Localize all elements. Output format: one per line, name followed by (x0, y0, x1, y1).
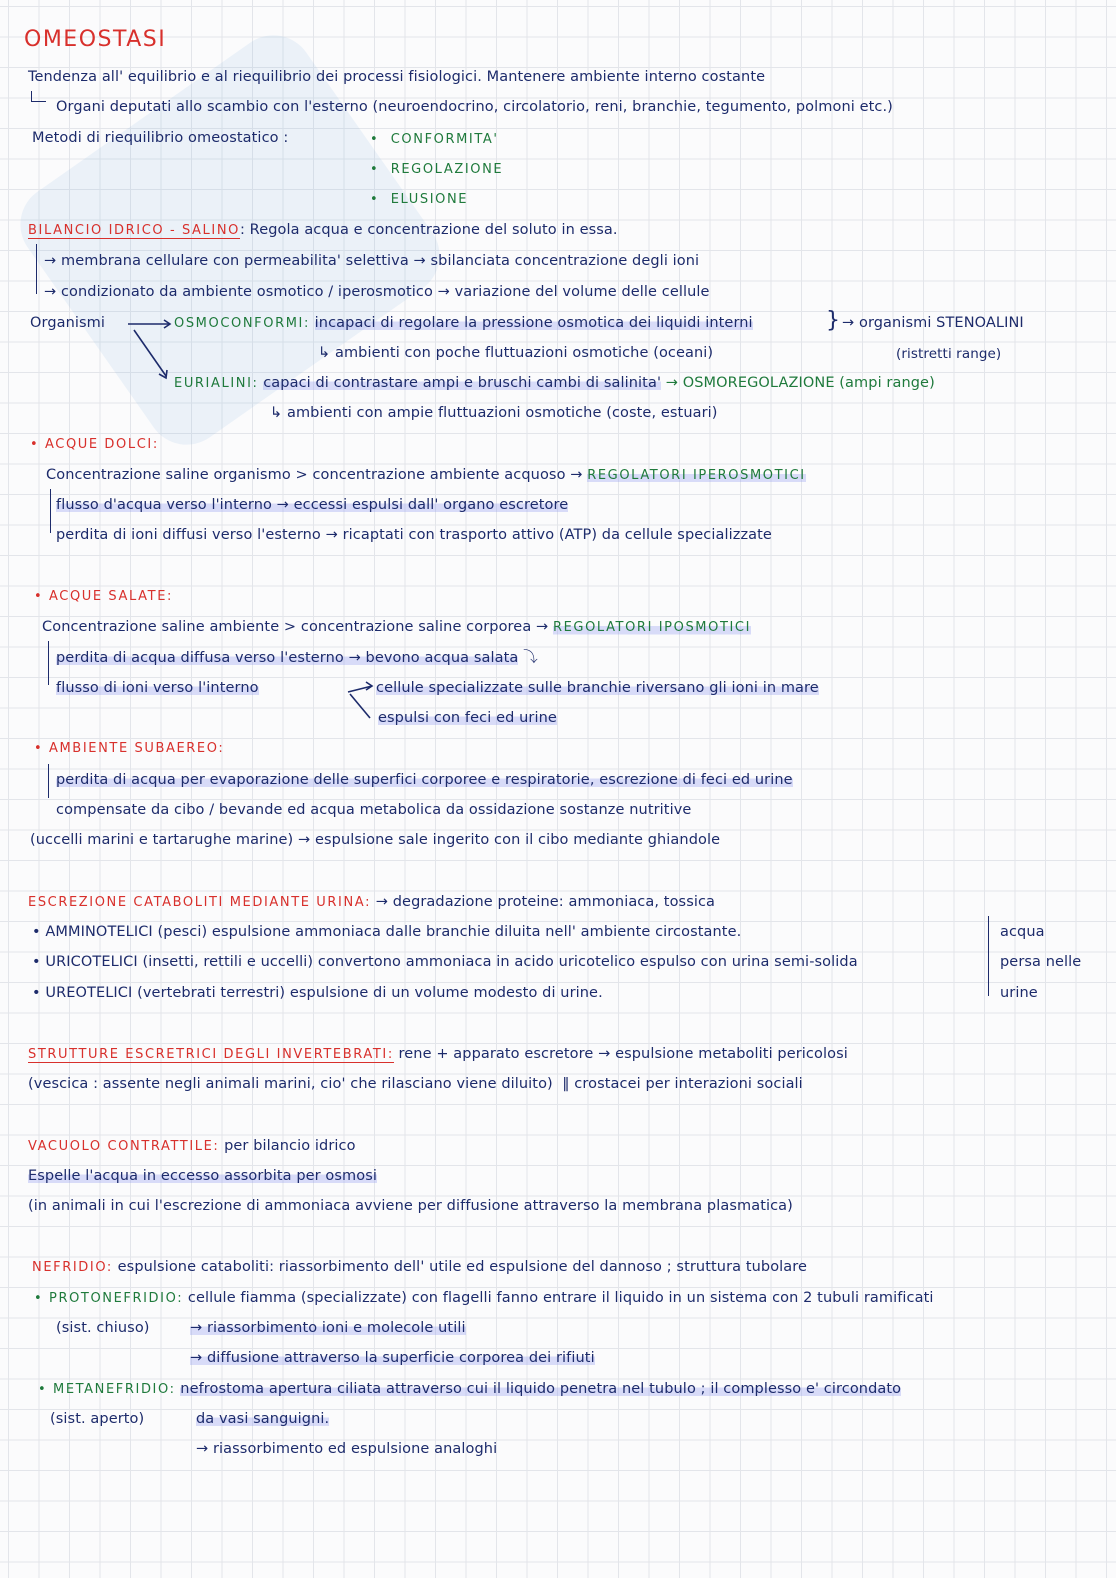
metanefridio-text-2: da vasi sanguigni. (196, 1411, 330, 1427)
bracket-line (36, 244, 37, 294)
osmoconformi-sub: ↳ ambienti con poche fluttuazioni osmotiche (oceani) (318, 345, 714, 361)
stenoalini-sub: (ristretti range) (896, 346, 1002, 362)
protonefridio-sys: (sist. chiuso) (56, 1320, 150, 1336)
acque-salate-branch-b: espulsi con feci ed urine (378, 710, 557, 726)
vacuolo-line-2: Espelle l'acqua in eccesso assorbita per osmosi (28, 1168, 378, 1184)
branch-arrows (346, 680, 376, 728)
protonefridio-a: → riassorbimento ioni e molecole utili (190, 1320, 466, 1336)
page-title: OMEOSTASI (24, 27, 167, 52)
protonefridio-b: → diffusione attraverso la superficie corporea dei rifiuti (190, 1350, 595, 1366)
bracket-arrow (31, 91, 46, 102)
subaereo-bullet-1: perdita di acqua per evaporazione delle superfici corporee e respiratorie, escrezione di feci ed urine (56, 772, 793, 788)
acque-salate-line: Concentrazione saline ambiente > concentrazione saline corporea → REGOLATORI IPOSMOTICI (42, 619, 752, 635)
acque-salate-heading: • ACQUE SALATE: (34, 589, 173, 604)
method-item: • REGOLAZIONE (370, 162, 504, 177)
osmoconformi-line: OSMOCONFORMI: incapaci di regolare la pressione osmotica dei liquidi interni (174, 315, 753, 331)
metanefridio-b: → riassorbimento ed espulsione analoghi (196, 1441, 498, 1457)
metanefridio-sys: (sist. aperto) (50, 1411, 145, 1427)
bilancio-bullet-2: → condizionato da ambiente osmotico / iperosmotico → variazione del volume delle cellule (44, 284, 710, 300)
bilancio-heading-line (28, 220, 618, 241)
strutture-line-2: (vescica : assente negli animali marini, cio' che rilasciano viene diluito) ‖ crostacei per interazioni sociali (28, 1076, 803, 1092)
stenoalini-line: → organismi STENOALINI (842, 315, 1024, 331)
organismi-label: Organismi (30, 315, 106, 331)
subaereo-line-3: (uccelli marini e tartarughe marine) → espulsione sale ingerito con il cibo mediante ghiandole (30, 832, 721, 848)
eurialini-line: EURIALINI: capaci di contrastare ampi e bruschi cambi di salinita' → OSMOREGOLAZIONE (ampi range) (174, 375, 935, 391)
strutture-heading-line: STRUTTURE ESCRETRICI DEGLI INVERTEBRATI: rene + apparato escretore → espulsione metaboliti pericolosi (28, 1046, 848, 1062)
escrezione-side-note: persa nelle (1000, 954, 1082, 970)
metanefridio-line: • METANEFRIDIO: nefrostoma apertura ciliata attraverso cui il liquido penetra nel tubulo ; il complesso e' circondato (38, 1381, 902, 1397)
vacuolo-heading-line: VACUOLO CONTRATTILE: per bilancio idrico (28, 1138, 356, 1154)
amminotelici-line: • AMMINOTELICI (pesci) espulsione ammoniaca dalle branchie diluita nell' ambiente circostante. (32, 924, 742, 940)
escrezione-side-note: acqua (1000, 924, 1045, 940)
brace: } (826, 308, 841, 333)
escrezione-heading-line: ESCREZIONE CATABOLITI MEDIANTE URINA: → degradazione proteine: ammoniaca, tossica (28, 894, 716, 910)
acque-salate-bullet-2: flusso di ioni verso l'interno (56, 680, 259, 696)
subaereo-bullet-2: compensate da cibo / bevande ed acqua metabolica da ossidazione sostanze nutritive (56, 802, 692, 818)
bracket-line (48, 764, 49, 798)
acque-salate-branch-a: cellule specializzate sulle branchie riversano gli ioni in mare (376, 680, 819, 696)
subaereo-heading: • AMBIENTE SUBAEREO: (34, 741, 225, 756)
vacuolo-line-3: (in animali in cui l'escrezione di ammoniaca avviene per diffusione attraverso la membrana plasmatica) (28, 1198, 793, 1214)
uricotelici-line: • URICOTELICI (insetti, rettili e uccelli) convertono ammoniaca in acido uricotelico espulso con urina semi-solida (32, 954, 858, 970)
acque-dolci-bullet-1: flusso d'acqua verso l'interno → eccessi espulsi dall' organo escretore (56, 497, 569, 513)
bracket-line (50, 489, 51, 533)
arrow-down-line (988, 916, 989, 996)
acque-dolci-bullet-2: perdita di ioni diffusi verso l'esterno → ricaptati con trasporto attivo (ATP) da cellule specializzate (56, 527, 772, 543)
escrezione-side-note: urine (1000, 985, 1038, 1001)
ureotelici-line: • UREOTELICI (vertebrati terrestri) espulsione di un volume modesto di urine. (32, 985, 603, 1001)
protonefridio-line: • PROTONEFRIDIO: cellule fiamma (specializzate) con flagelli fanno entrare il liquido in un sistema con 2 tubuli ramificati (34, 1290, 934, 1306)
nefridio-heading-line: NEFRIDIO: espulsione cataboliti: riassorbimento dell' utile ed espulsione del dannoso ; struttura tubolare (32, 1259, 808, 1275)
methods-label: Metodi di riequilibrio omeostatico : (32, 130, 289, 146)
intro-line-1: Tendenza all' equilibrio e al riequilibrio dei processi fisiologici. Mantenere ambiente interno costante (28, 69, 766, 85)
branch-arrows (126, 318, 176, 384)
eurialini-sub: ↳ ambienti con ampie fluttuazioni osmotiche (coste, estuari) (270, 405, 718, 421)
bilancio-desc: : Regola acqua e concentrazione del soluto in essa. (239, 222, 618, 238)
acque-dolci-heading: • ACQUE DOLCI: (30, 437, 159, 452)
method-item: • CONFORMITA' (370, 132, 499, 147)
acque-salate-bullet-1: perdita di acqua diffusa verso l'esterno → bevono acqua salata ⤵ (56, 650, 538, 666)
bracket-line (48, 641, 49, 685)
bilancio-bullet-1: → membrana cellulare con permeabilita' selettiva → sbilanciata concentrazione degli ioni (44, 253, 700, 269)
intro-line-2: Organi deputati allo scambio con l'esterno (neuroendocrino, circolatorio, reni, branchie, tegumento, polmoni etc.) (56, 99, 893, 115)
method-item: • ELUSIONE (370, 192, 469, 207)
bilancio-heading: BILANCIO IDRICO - SALINO (28, 223, 240, 238)
acque-dolci-line: Concentrazione saline organismo > concentrazione ambiente acquoso → REGOLATORI IPEROSMOTICI (46, 467, 806, 483)
